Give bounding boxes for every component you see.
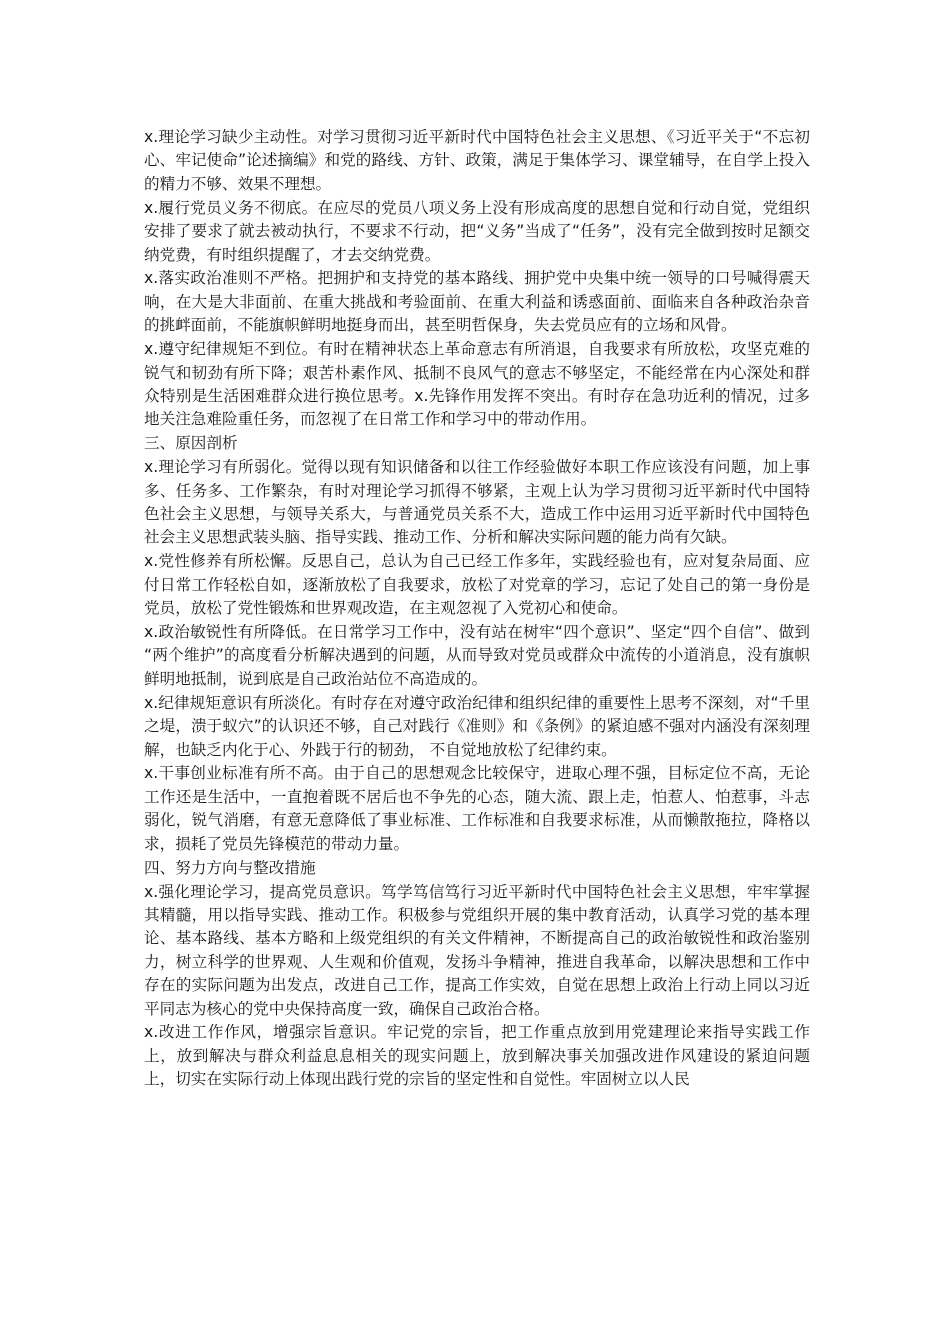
section-heading-cause-analysis: 三、原因剖析	[144, 434, 238, 453]
paragraph-work-standards: x.干事创业标准有所不高。由于自己的思想观念比较保守，进取心理不强，目标定位不高，无论工作还是生活中，一直抱着既不居后也不争先的心态，随大流、跟上走，怕惹人、怕惹事，斗志弱化，锐气消磨，有意无意降低了事业标准、工作标准和自我要求标准，从而懒散拖拉，降格以求，损耗了党员先锋模范的带动力量。	[144, 764, 810, 853]
paragraph-theory-study-weakened: x.理论学习有所弱化。觉得以现有知识储备和以往工作经验做好本职工作应该没有问题，加上事多、任务多、工作繁杂，有时对理论学习抓得不够紧，主观上认为学习贯彻习近平新时代中国特色社会主义思想，与领导关系大，与普通党员关系不大，造成工作中运用习近平新时代中国特色社会主义思想武装头脑、指导实践、推动工作、分析和解决实际问题的能力尚有欠缺。	[144, 458, 810, 547]
paragraph-political-principles: x.落实政治准则不严格。把拥护和支持党的基本路线、拥护党中央集中统一领导的口号喊得震天响，在大是大非面前、在重大挑战和考验面前、在重大利益和诱惑面前、面临来自各种政治杂音的挑衅面前，不能旗帜鲜明地挺身而出，甚至明哲保身，失去党员应有的立场和风骨。	[144, 269, 810, 335]
paragraph-party-member-duties: x.履行党员义务不彻底。在应尽的党员八项义务上没有形成高度的思想自觉和行动自觉，党组织安排了要求了就去被动执行，不要求不行动，把“义务”当成了“任务”，没有完全做到按时足额交纳党费，有时组织提醒了，才去交纳党费。	[144, 198, 810, 264]
paragraph-strengthen-theory: x.强化理论学习，提高党员意识。笃学笃信笃行习近平新时代中国特色社会主义思想，牢牢掌握其精髓，用以指导实践、推动工作。积极参与党组织开展的集中教育活动，认真学习党的基本理论、基本路线、基本方略和上级党组织的有关文件精神，不断提高自己的政治敏锐性和政治鉴别力，树立科学的世界观、人生观和价值观，发扬斗争精神，推进自我革命，以解决思想和工作中存在的实际问题为出发点，改进自己工作，提高工作实效，自觉在思想上政治上行动上同以习近平同志为核心的党中央保持高度一致，确保自己政治合格。	[144, 882, 810, 1018]
paragraph-discipline-rules: x.遵守纪律规矩不到位。有时在精神状态上革命意志有所消退，自我要求有所放松，攻坚克难的锐气和韧劲有所下降；艰苦朴素作风、抵制不良风气的意志不够坚定，不能经常在内心深处和群众特别是生活困难群众进行换位思考。x.先锋作用发挥不突出。有时存在急功近利的情况，过多地关注急难险重任务，而忽视了在日常工作和学习中的带动作用。	[144, 340, 810, 429]
paragraph-improve-work-style: x.改进工作作风，增强宗旨意识。牢记党的宗旨，把工作重点放到用党建理论来指导实践工作上，放到解决与群众利益息息相关的现实问题上，放到解决事关加强改进作风建设的紧迫问题上，切实在实际行动上体现出践行党的宗旨的坚定性和自觉性。牢固树立以人民	[144, 1023, 810, 1089]
paragraph-political-sensitivity: x.政治敏锐性有所降低。在日常学习工作中，没有站在树牢“四个意识”、坚定“四个自信”、做到 “两个维护”的高度看分析解决遇到的问题，从而导致对党员或群众中流传的小道消息，没有旗帜鲜明地抵制，说到底是自己政治站位不高造成的。	[144, 623, 810, 688]
paragraph-discipline-awareness: x.纪律规矩意识有所淡化。有时存在对遵守政治纪律和组织纪律的重要性上思考不深刻，对“千里之堤，溃于蚁穴”的认识还不够，自己对践行《准则》和《条例》的紧迫感不强对内涵没有深刻理解，也缺乏内化于心、外践于行的韧劲， 不自觉地放松了纪律约束。	[144, 693, 810, 759]
document-body	[144, 126, 810, 1092]
paragraph-party-spirit-relaxed: x.党性修养有所松懈。反思自己，总认为自己已经工作多年，实践经验也有，应对复杂局面、应付日常工作轻松自如，逐渐放松了自我要求，放松了对党章的学习，忘记了处自己的第一身份是党员，放松了党性锻炼和世界观改造，在主观忽视了入党初心和使命。	[144, 552, 810, 618]
section-heading-improvement-measures: 四、努力方向与整改措施	[144, 858, 316, 877]
paragraph-theory-study-initiative: x.理论学习缺少主动性。对学习贯彻习近平新时代中国特色社会主义思想、《习近平关于“不忘初心、牢记使命”论述摘编》和党的路线、方针、政策，满足于集体学习、课堂辅导，在自学上投入的精力不够、效果不理想。	[144, 128, 810, 193]
